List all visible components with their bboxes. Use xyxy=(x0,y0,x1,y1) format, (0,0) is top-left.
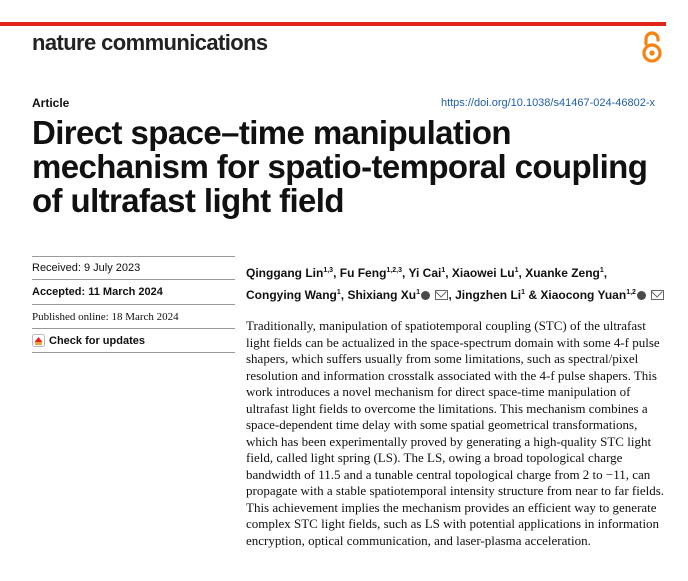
received-date: Received: 9 July 2023 xyxy=(32,262,141,274)
orcid-icon[interactable] xyxy=(637,291,646,300)
abstract-text: Traditionally, manipulation of spatiotemporal coupling (STC) of the ultrafast light fields can be actualized in the space-spectrum domain with some 4-f pulse shapers, which suffers usually from some limitations, such as spectral/pixel resolution and information crosstalk associated with the 4-f pulse shapers. This work introduces a novel mechanism for direct space-time manipulation of ultrafast light fields to overcome the limitations. This mechanism combines a space-dependent time delay with some spatial geometrical transformations, which has been experimentally proved by generating a high-quality STC light field, called light spring (LS). The LS, owing a broad topological charge bandwidth of 11.5 and a tunable central topological charge from 2 to −11, can propagate with a stable spatiotemporal intensity structure from near to far fields. This achievement implies the mechanism provides an efficient way to generate complex STC light fields, such as LS with potential applications in information encryption, optical communication, and laser-plasma acceleration. xyxy=(246,318,665,548)
author-name-text: Congying Wang xyxy=(246,288,337,302)
author-name-text: Fu Feng xyxy=(339,266,387,280)
author-name[interactable] xyxy=(340,266,402,280)
check-updates-label: Check for updates xyxy=(49,334,145,347)
orcid-icon[interactable] xyxy=(421,291,430,300)
author-separator: , xyxy=(333,266,340,280)
check-updates-icon xyxy=(32,334,45,347)
author-separator: , xyxy=(340,288,348,302)
author-affiliation: 1 xyxy=(416,289,421,296)
email-icon[interactable] xyxy=(651,290,664,300)
divider xyxy=(32,352,235,353)
author-affiliation: 1,2 xyxy=(626,289,636,296)
author-name-text: Xiaocong Yuan xyxy=(540,288,627,302)
divider xyxy=(32,304,235,305)
author-separator: , xyxy=(603,266,608,280)
divider xyxy=(32,328,235,329)
divider xyxy=(32,256,235,257)
author-affiliation: 1 xyxy=(441,267,446,274)
author-name-text: Jingzhen Li xyxy=(455,288,522,302)
open-access-icon xyxy=(641,30,663,64)
doi-link[interactable]: https://doi.org/10.1038/s41467-024-46802-x xyxy=(440,97,655,109)
author-name[interactable] xyxy=(246,266,333,280)
author-affiliation: 1 xyxy=(521,289,526,296)
email-icon[interactable] xyxy=(435,290,448,300)
author-name-text: Qinggang Lin xyxy=(246,266,324,280)
author-name-text: Shixiang Xu xyxy=(347,288,417,302)
author-separator: , xyxy=(518,266,526,280)
author-separator: , xyxy=(401,266,409,280)
author-name[interactable] xyxy=(408,266,445,280)
brand-bar xyxy=(0,22,666,26)
author-name[interactable] xyxy=(455,288,525,302)
author-separator: , xyxy=(445,266,452,280)
author-name[interactable] xyxy=(525,266,604,280)
author-name-text: Yi Cai xyxy=(408,266,442,280)
journal-name[interactable]: nature communications xyxy=(32,30,268,55)
author-list xyxy=(246,261,676,305)
author-name[interactable] xyxy=(540,288,664,302)
author-name[interactable] xyxy=(452,266,519,280)
author-affiliation: 1 xyxy=(336,289,341,296)
author-name-text: Xuanke Zeng xyxy=(525,266,600,280)
author-affiliation: 1,3 xyxy=(323,267,334,274)
author-separator: , xyxy=(448,288,456,302)
author-name-text: Xiaowei Lu xyxy=(451,266,515,280)
article-type: Article xyxy=(32,96,70,110)
author-affiliation: 1,2,3 xyxy=(386,267,402,274)
author-affiliation: 1 xyxy=(514,267,519,274)
check-for-updates-button[interactable] xyxy=(32,334,145,347)
author-separator: & xyxy=(525,288,541,302)
article-title: Direct space–time manipulation mechanism for spatio-temporal coupling of ultrafast light field xyxy=(32,114,648,219)
author-name[interactable] xyxy=(347,288,448,302)
published-date: Published online: 18 March 2024 xyxy=(32,311,179,323)
accepted-date: Accepted: 11 March 2024 xyxy=(32,286,163,298)
author-name[interactable] xyxy=(246,288,341,302)
divider xyxy=(32,279,235,280)
author-affiliation: 1 xyxy=(599,267,604,274)
